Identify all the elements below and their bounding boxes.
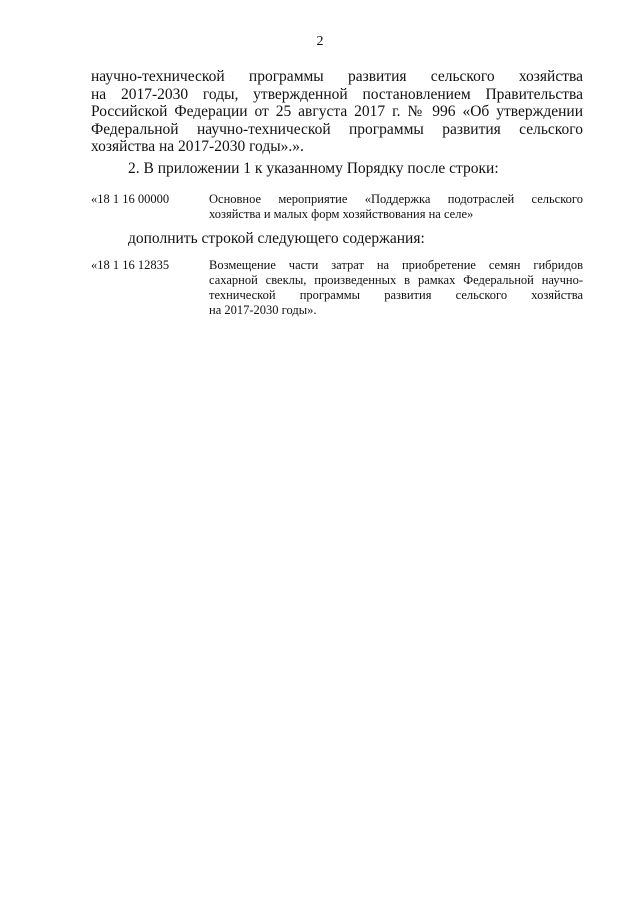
description-line: сахарной свеклы, произведенных в рамках Федеральной научно- bbox=[209, 273, 583, 287]
description-line: Основное мероприятие «Поддержка подотраслей сельского bbox=[209, 192, 583, 206]
page-number: 2 bbox=[316, 34, 324, 49]
intro-line: Российской Федерации от 25 августа 2017 г. № 996 «Об утверждении bbox=[91, 103, 583, 120]
intro-paragraph bbox=[91, 68, 583, 156]
item-2-paragraph: 2. В приложении 1 к указанному Порядку после строки: bbox=[128, 160, 499, 177]
description-line: на 2017-2030 годы». bbox=[209, 303, 317, 317]
intro-line: хозяйства на 2017-2030 годы».». bbox=[91, 138, 304, 155]
intro-line: Федеральной научно-технической программы развития сельского bbox=[91, 120, 583, 138]
add-line-paragraph: дополнить строкой следующего содержания: bbox=[128, 230, 425, 247]
budget-code: «18 1 16 12835 bbox=[91, 258, 170, 272]
intro-line: научно-технической программы развития сельского хозяйства bbox=[91, 68, 583, 85]
description-line: хозяйства и малых форм хозяйствования на селе» bbox=[209, 207, 474, 221]
budget-description bbox=[209, 192, 583, 222]
budget-code: «18 1 16 00000 bbox=[91, 192, 170, 206]
description-line: Возмещение части затрат на приобретение семян гибридов bbox=[209, 258, 583, 272]
budget-description bbox=[209, 258, 583, 318]
intro-line: на 2017-2030 годы, утвержденной постановлением Правительства bbox=[91, 85, 583, 103]
description-line: технической программы развития сельского хозяйства bbox=[209, 288, 583, 302]
